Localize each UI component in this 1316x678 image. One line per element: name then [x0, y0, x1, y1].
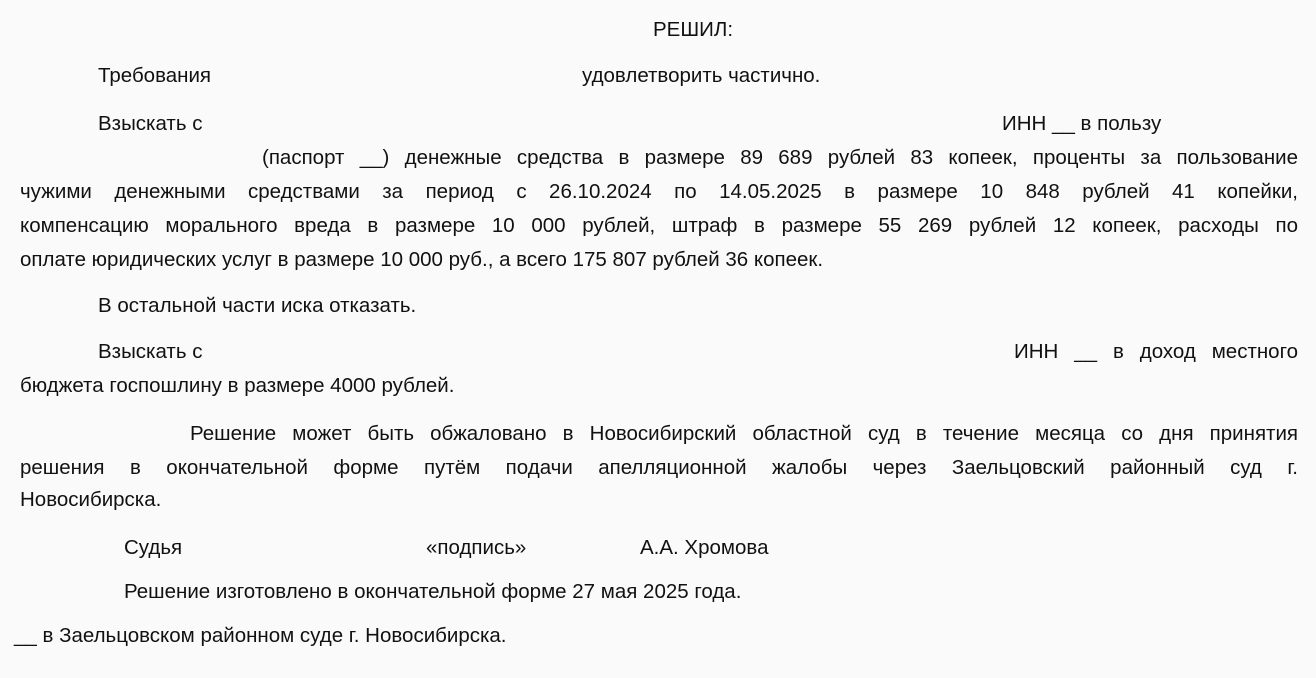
recovery-line-5: оплате юридических услуг в размере 10 000 руб., а всего 175 807 рублей 36 копеек.: [20, 248, 824, 271]
recover-from-label: Взыскать с: [98, 112, 203, 135]
appeal-line-2: решения в окончательной форме путём подачи апелляционной жалобы через Заельцовский районный суд г.: [20, 456, 1298, 479]
recovery-line-4: компенсацию морального вреда в размере 10 000 рублей, штраф в размере 55 269 рублей 12 копеек, расходы по: [20, 214, 1298, 237]
claims-label: Требования: [98, 64, 212, 87]
state-fee-lead: Взыскать с: [98, 340, 203, 363]
judge-label: Судья: [124, 536, 183, 559]
state-fee-line-2: бюджета госпошлину в размере 4000 рублей.: [20, 374, 455, 397]
inn-in-favor: ИНН __ в пользу: [1002, 112, 1162, 135]
claims-result: удовлетворить частично.: [582, 64, 821, 87]
recovery-line-3: чужими денежными средствами за период с 26.10.2024 по 14.05.2025 в размере 10 848 рублей 41 копейки,: [20, 180, 1298, 203]
judge-name: А.А. Хромова: [640, 536, 769, 559]
denial-paragraph: В остальной части иска отказать.: [98, 294, 417, 317]
appeal-line-1: Решение может быть обжаловано в Новосибирский областной суд в течение месяца со дня принятия: [190, 422, 1298, 445]
appeal-line-3: Новосибирска.: [20, 488, 162, 511]
recovery-line-2: (паспорт __) денежные средства в размере 89 689 рублей 83 копеек, проценты за пользование: [262, 146, 1298, 169]
final-date-line: Решение изготовлено в окончательной форме 27 мая 2025 года.: [124, 580, 742, 603]
signature-mark: «подпись»: [426, 536, 527, 559]
decision-heading: РЕШИЛ:: [653, 18, 734, 41]
footer-note: __ в Заельцовском районном суде г. Новосибирска.: [14, 624, 507, 647]
state-fee-inn: ИНН __ в доход местного: [1014, 340, 1298, 363]
